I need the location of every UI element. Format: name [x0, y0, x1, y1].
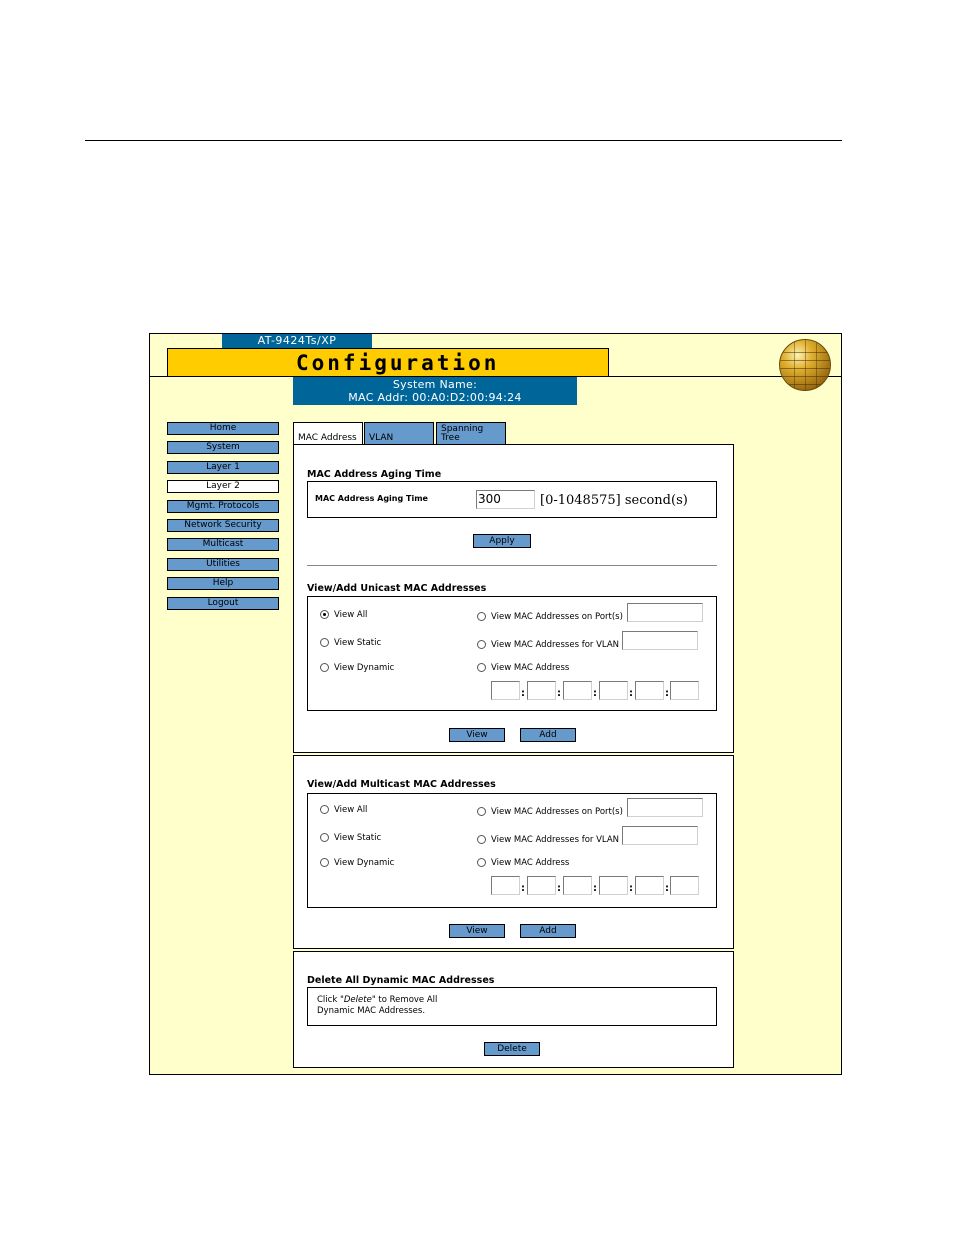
tab-mac-address[interactable]: MAC Address: [293, 422, 363, 445]
aging-section-title: MAC Address Aging Time: [307, 469, 442, 480]
mac-separator: :: [665, 688, 669, 699]
mac-separator: :: [557, 883, 561, 894]
nav-multicast[interactable]: Multicast: [167, 538, 279, 551]
unicast-options-box: [307, 596, 717, 711]
multicast-by-mac-radio[interactable]: [477, 858, 486, 867]
multicast-mac-octet-5[interactable]: [635, 876, 664, 895]
browser-frame: [149, 333, 842, 1075]
delete-info-box: [307, 987, 717, 1026]
aging-time-input[interactable]: 300: [476, 490, 535, 509]
multicast-add-button[interactable]: Add: [520, 924, 576, 938]
unicast-by-vlan-radio[interactable]: [477, 640, 486, 649]
unicast-mac-octet-2[interactable]: [527, 681, 556, 700]
page-title: Configuration: [296, 351, 500, 375]
globe-logo-icon: [779, 339, 831, 391]
multicast-section-title: View/Add Multicast MAC Addresses: [307, 779, 496, 790]
unicast-by-port-label: View MAC Addresses on Port(s): [491, 612, 623, 622]
delete-dynamic-panel: [293, 951, 734, 1068]
multicast-vlan-input[interactable]: [622, 826, 698, 845]
unicast-mac-octet-6[interactable]: [670, 681, 699, 700]
unicast-mac-octet-3[interactable]: [563, 681, 592, 700]
multicast-options-box: [307, 793, 717, 908]
multicast-view-dynamic-label: View Dynamic: [334, 858, 395, 868]
mac-separator: :: [593, 883, 597, 894]
delete-text-post: " to Remove All: [371, 995, 438, 1005]
delete-text-emphasis: Delete: [343, 995, 372, 1005]
multicast-view-static-label: View Static: [334, 833, 382, 843]
nav-system[interactable]: System: [167, 441, 279, 454]
unicast-view-button[interactable]: View: [449, 728, 505, 742]
unicast-view-all-label: View All: [334, 610, 368, 620]
delete-text-pre: Click ": [317, 995, 344, 1005]
sidebar-nav: [167, 422, 279, 616]
mac-separator: :: [593, 688, 597, 699]
page-title-bar: [167, 348, 609, 377]
unicast-by-mac-radio[interactable]: [477, 663, 486, 672]
system-info-banner: [293, 377, 577, 405]
nav-logout[interactable]: Logout: [167, 597, 279, 610]
aging-field-label: MAC Address Aging Time: [315, 494, 428, 503]
multicast-by-vlan-radio[interactable]: [477, 835, 486, 844]
multicast-view-button[interactable]: View: [449, 924, 505, 938]
multicast-panel: [293, 755, 734, 949]
unicast-view-dynamic-radio[interactable]: [320, 663, 329, 672]
unicast-port-input[interactable]: [627, 603, 703, 622]
multicast-by-mac-label: View MAC Address: [491, 858, 570, 868]
unicast-by-mac-label: View MAC Address: [491, 663, 570, 673]
tab-spanning-tree[interactable]: [436, 422, 506, 444]
multicast-view-all-radio[interactable]: [320, 805, 329, 814]
unicast-vlan-input[interactable]: [622, 631, 698, 650]
unicast-by-vlan-label: View MAC Addresses for VLAN: [491, 640, 620, 650]
mac-separator: :: [557, 688, 561, 699]
product-name-tab: AT-9424Ts/XP: [222, 334, 372, 348]
unicast-view-static-radio[interactable]: [320, 638, 329, 647]
multicast-mac-octet-2[interactable]: [527, 876, 556, 895]
multicast-port-input[interactable]: [627, 798, 703, 817]
unicast-mac-octet-4[interactable]: [599, 681, 628, 700]
page-top-rule: [85, 140, 842, 141]
unicast-view-all-radio[interactable]: [320, 610, 329, 619]
unicast-section-title: View/Add Unicast MAC Addresses: [307, 583, 487, 594]
nav-utilities[interactable]: Utilities: [167, 558, 279, 571]
unicast-by-port-radio[interactable]: [477, 612, 486, 621]
multicast-by-port-radio[interactable]: [477, 807, 486, 816]
mac-separator: :: [665, 883, 669, 894]
apply-button[interactable]: Apply: [473, 534, 531, 548]
mac-separator: :: [629, 883, 633, 894]
nav-network-security[interactable]: Network Security: [167, 519, 279, 532]
nav-home[interactable]: Home: [167, 422, 279, 435]
multicast-view-static-radio[interactable]: [320, 833, 329, 842]
multicast-mac-octet-4[interactable]: [599, 876, 628, 895]
nav-layer2[interactable]: Layer 2: [167, 480, 279, 493]
multicast-mac-octet-1[interactable]: [491, 876, 520, 895]
multicast-view-all-label: View All: [334, 805, 368, 815]
multicast-by-port-label: View MAC Addresses on Port(s): [491, 807, 623, 817]
unicast-view-dynamic-label: View Dynamic: [334, 663, 395, 673]
mac-address: MAC Addr: 00:A0:D2:00:94:24: [348, 391, 522, 404]
delete-section-title: Delete All Dynamic MAC Addresses: [307, 975, 495, 986]
section-divider: [307, 565, 717, 566]
aging-box: [307, 481, 717, 518]
delete-button[interactable]: Delete: [484, 1042, 540, 1056]
multicast-mac-octet-6[interactable]: [670, 876, 699, 895]
multicast-mac-octet-3[interactable]: [563, 876, 592, 895]
tab-spanning-tree-line2: Tree: [441, 433, 460, 443]
aging-range-label: [0-1048575] second(s): [540, 493, 688, 508]
tab-spanning-tree-line1: Spanning: [441, 424, 484, 434]
delete-text-line2: Dynamic MAC Addresses.: [317, 1006, 426, 1016]
mac-separator: :: [521, 688, 525, 699]
unicast-mac-octet-5[interactable]: [635, 681, 664, 700]
nav-mgmt-protocols[interactable]: Mgmt. Protocols: [167, 500, 279, 513]
nav-layer1[interactable]: Layer 1: [167, 461, 279, 474]
unicast-view-static-label: View Static: [334, 638, 382, 648]
mac-separator: :: [521, 883, 525, 894]
delete-instructions: [317, 995, 437, 1017]
unicast-mac-octet-1[interactable]: [491, 681, 520, 700]
mac-aging-unicast-panel: [293, 444, 734, 753]
nav-help[interactable]: Help: [167, 577, 279, 590]
multicast-by-vlan-label: View MAC Addresses for VLAN: [491, 835, 620, 845]
multicast-view-dynamic-radio[interactable]: [320, 858, 329, 867]
mac-separator: :: [629, 688, 633, 699]
unicast-add-button[interactable]: Add: [520, 728, 576, 742]
tab-vlan[interactable]: VLAN: [364, 422, 434, 444]
system-name: System Name:: [392, 378, 478, 391]
